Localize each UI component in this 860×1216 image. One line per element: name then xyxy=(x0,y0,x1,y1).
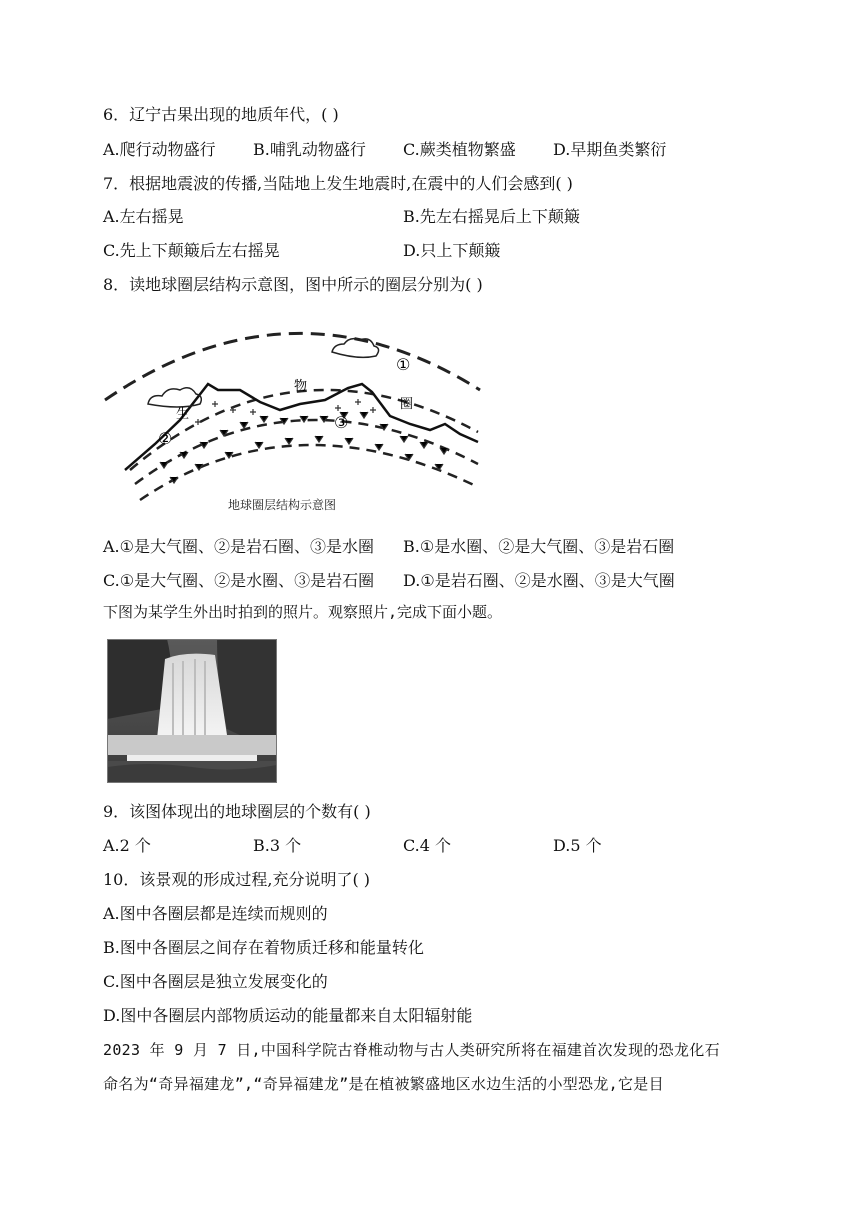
label-one: ① xyxy=(396,355,411,374)
label-two: ② xyxy=(158,429,173,448)
q9-option-b: B.3 个 xyxy=(253,836,302,855)
q7-option-b: B.先左右摇晃后上下颠簸 xyxy=(403,207,580,226)
q6-stem: 6．辽宁古果出现的地质年代，( ) xyxy=(103,105,339,124)
q7-stem: 7．根据地震波的传播,当陆地上发生地震时,在震中的人们会感到( ) xyxy=(103,174,573,193)
label-quan: 圈 xyxy=(400,397,414,412)
photo-intro: 下图为某学生外出时拍到的照片。观察照片,完成下面小题。 xyxy=(103,603,503,621)
q10-option-d: D.图中各圈层内部物质运动的能量都来自太阳辐射能 xyxy=(103,1006,473,1025)
passage-line-2: 命名为“奇异福建龙”,“奇异福建龙”是在植被繁盛地区水边生活的小型恐龙,它是目 xyxy=(103,1075,664,1093)
q9-option-a: A.2 个 xyxy=(103,836,151,855)
q7-option-d: D.只上下颠簸 xyxy=(403,241,501,260)
q9-option-c: C.4 个 xyxy=(403,836,452,855)
q10-option-b: B.图中各圈层之间存在着物质迁移和能量转化 xyxy=(103,938,424,957)
q6-option-a: A.爬行动物盛行 xyxy=(103,140,216,159)
mountain-profile xyxy=(125,384,478,470)
q7-option-a: A.左右摇晃 xyxy=(103,207,184,226)
crust-lower-arc xyxy=(140,445,478,500)
q8-option-d: D.①是岩石圈、②是水圈、③是大气圈 xyxy=(403,571,675,590)
q8-stem: 8．读地球圈层结构示意图，图中所示的圈层分别为( ) xyxy=(103,275,483,294)
atmosphere-boundary-arc xyxy=(105,333,480,400)
q7-option-c: C.先上下颠簸后左右摇晃 xyxy=(103,241,280,260)
q9-option-d: D.5 个 xyxy=(553,836,602,855)
diagram-caption: 地球圈层结构示意图 xyxy=(228,498,337,512)
q6-option-c: C.蕨类植物繁盛 xyxy=(403,140,516,159)
q10-stem: 10．该景观的形成过程,充分说明了( ) xyxy=(103,870,371,889)
q10-option-a: A.图中各圈层都是连续而规则的 xyxy=(103,904,328,923)
q9-stem: 9．该图体现出的地球圈层的个数有( ) xyxy=(103,802,371,821)
q8-option-a: A.①是大气圈、②是岩石圈、③是水圈 xyxy=(103,537,374,556)
q8-option-b: B.①是水圈、②是大气圈、③是岩石圈 xyxy=(403,537,675,556)
q8-option-c: C.①是大气圈、②是水圈、③是岩石圈 xyxy=(103,571,375,590)
label-wu: 物 xyxy=(294,379,308,394)
earth-spheres-diagram xyxy=(100,312,485,512)
waterfall-photo xyxy=(107,639,277,783)
label-sheng: 生 xyxy=(176,407,190,422)
cloud-right-icon xyxy=(332,339,379,358)
q10-option-c: C.图中各圈层是独立发展变化的 xyxy=(103,972,328,991)
q6-option-b: B.哺乳动物盛行 xyxy=(253,140,366,159)
label-three: ③ xyxy=(334,413,349,432)
passage-line-1: 2023 年 9 月 7 日,中国科学院古脊椎动物与古人类研究所将在福建首次发现的恐龙化石 xyxy=(103,1041,720,1059)
q6-option-d: D.早期鱼类繁衍 xyxy=(553,140,667,159)
